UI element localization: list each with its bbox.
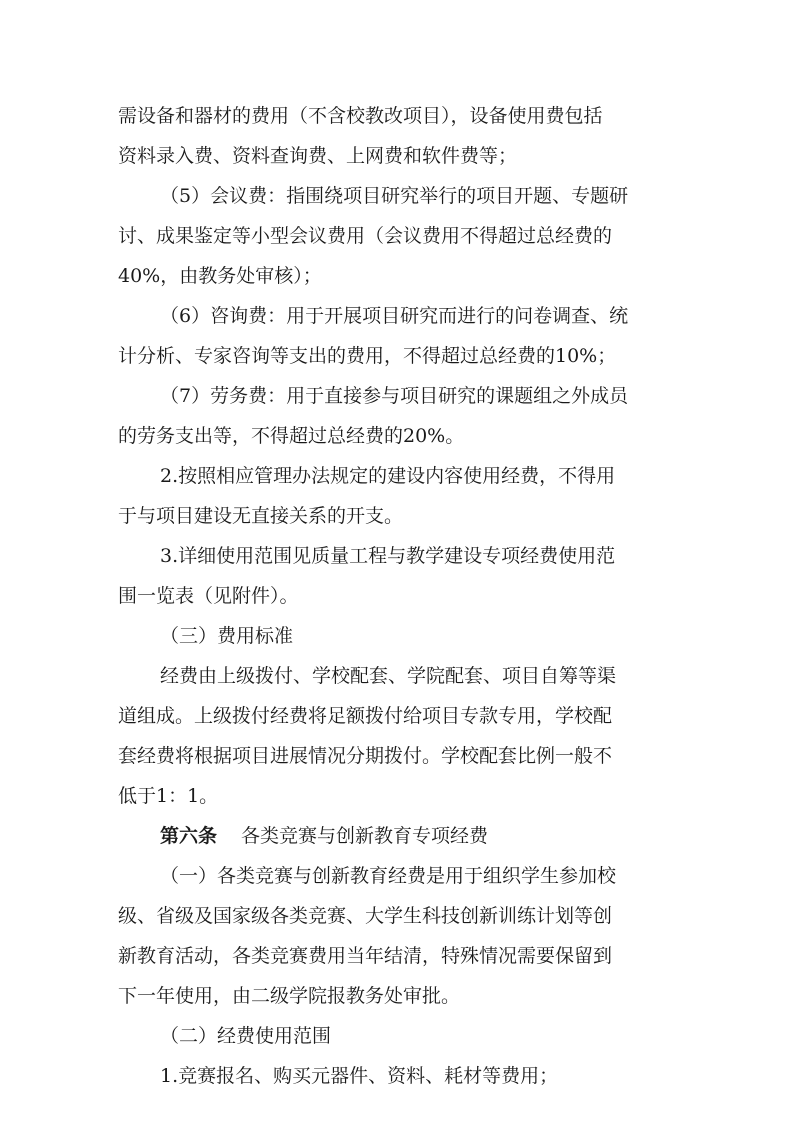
text-line: （一）各类竞赛与创新教育经费是用于组织学生参加校 xyxy=(160,865,617,887)
text-line: 经费由上级拨付、学校配套、学院配套、项目自筹等渠 xyxy=(160,665,617,687)
text-line: 低于1：1。 xyxy=(118,785,219,807)
article-title: 各类竞赛与创新教育专项经费 xyxy=(241,825,489,847)
text-line: 需设备和器材的费用（不含校教改项目），设备使用费包括 xyxy=(118,105,603,127)
text-line: （5）会议费：指围绕项目研究举行的项目开题、专题研 xyxy=(160,185,629,207)
section-heading: （二）经费使用范围 xyxy=(160,1025,332,1047)
section-heading: （三）费用标准 xyxy=(160,625,294,647)
text-line: 讨、成果鉴定等小型会议费用（会议费用不得超过总经费的 xyxy=(118,225,613,247)
text-line: 围一览表（见附件）。 xyxy=(118,585,299,607)
text-line: 40%，由教务处审核）； xyxy=(118,265,322,287)
text-line: （6）咨询费：用于开展项目研究而进行的问卷调查、统 xyxy=(160,305,629,327)
text-line: 的劳务支出等，不得超过总经费的20%。 xyxy=(118,425,465,447)
text-line: 道组成。上级拨付经费将足额拨付给项目专款专用，学校配 xyxy=(118,705,613,727)
text-line: 资料录入费、资料查询费、上网费和软件费等； xyxy=(118,145,518,167)
text-line: 套经费将根据项目进展情况分期拨付。学校配套比例一般不 xyxy=(118,745,613,767)
text-line: 级、省级及国家级各类竞赛、大学生科技创新训练计划等创 xyxy=(118,905,613,927)
article-heading xyxy=(118,816,678,856)
document-body xyxy=(118,96,678,1096)
text-line: 计分析、专家咨询等支出的费用，不得超过总经费的10%； xyxy=(118,345,617,367)
text-line: 1.竞赛报名、购买元器件、资料、耗材等费用； xyxy=(160,1065,559,1087)
text-line: 3.详细使用范围见质量工程与教学建设专项经费使用范 xyxy=(160,545,616,567)
article-number: 第六条 xyxy=(160,825,218,847)
text-line: （7）劳务费：用于直接参与项目研究的课题组之外成员 xyxy=(160,385,629,407)
text-line: 于与项目建设无直接关系的开支。 xyxy=(118,505,404,527)
text-line: 下一年使用，由二级学院报教务处审批。 xyxy=(118,985,461,1007)
text-line: 新教育活动，各类竞赛费用当年结清，特殊情况需要保留到 xyxy=(118,945,613,967)
text-line: 2.按照相应管理办法规定的建设内容使用经费，不得用 xyxy=(160,465,616,487)
